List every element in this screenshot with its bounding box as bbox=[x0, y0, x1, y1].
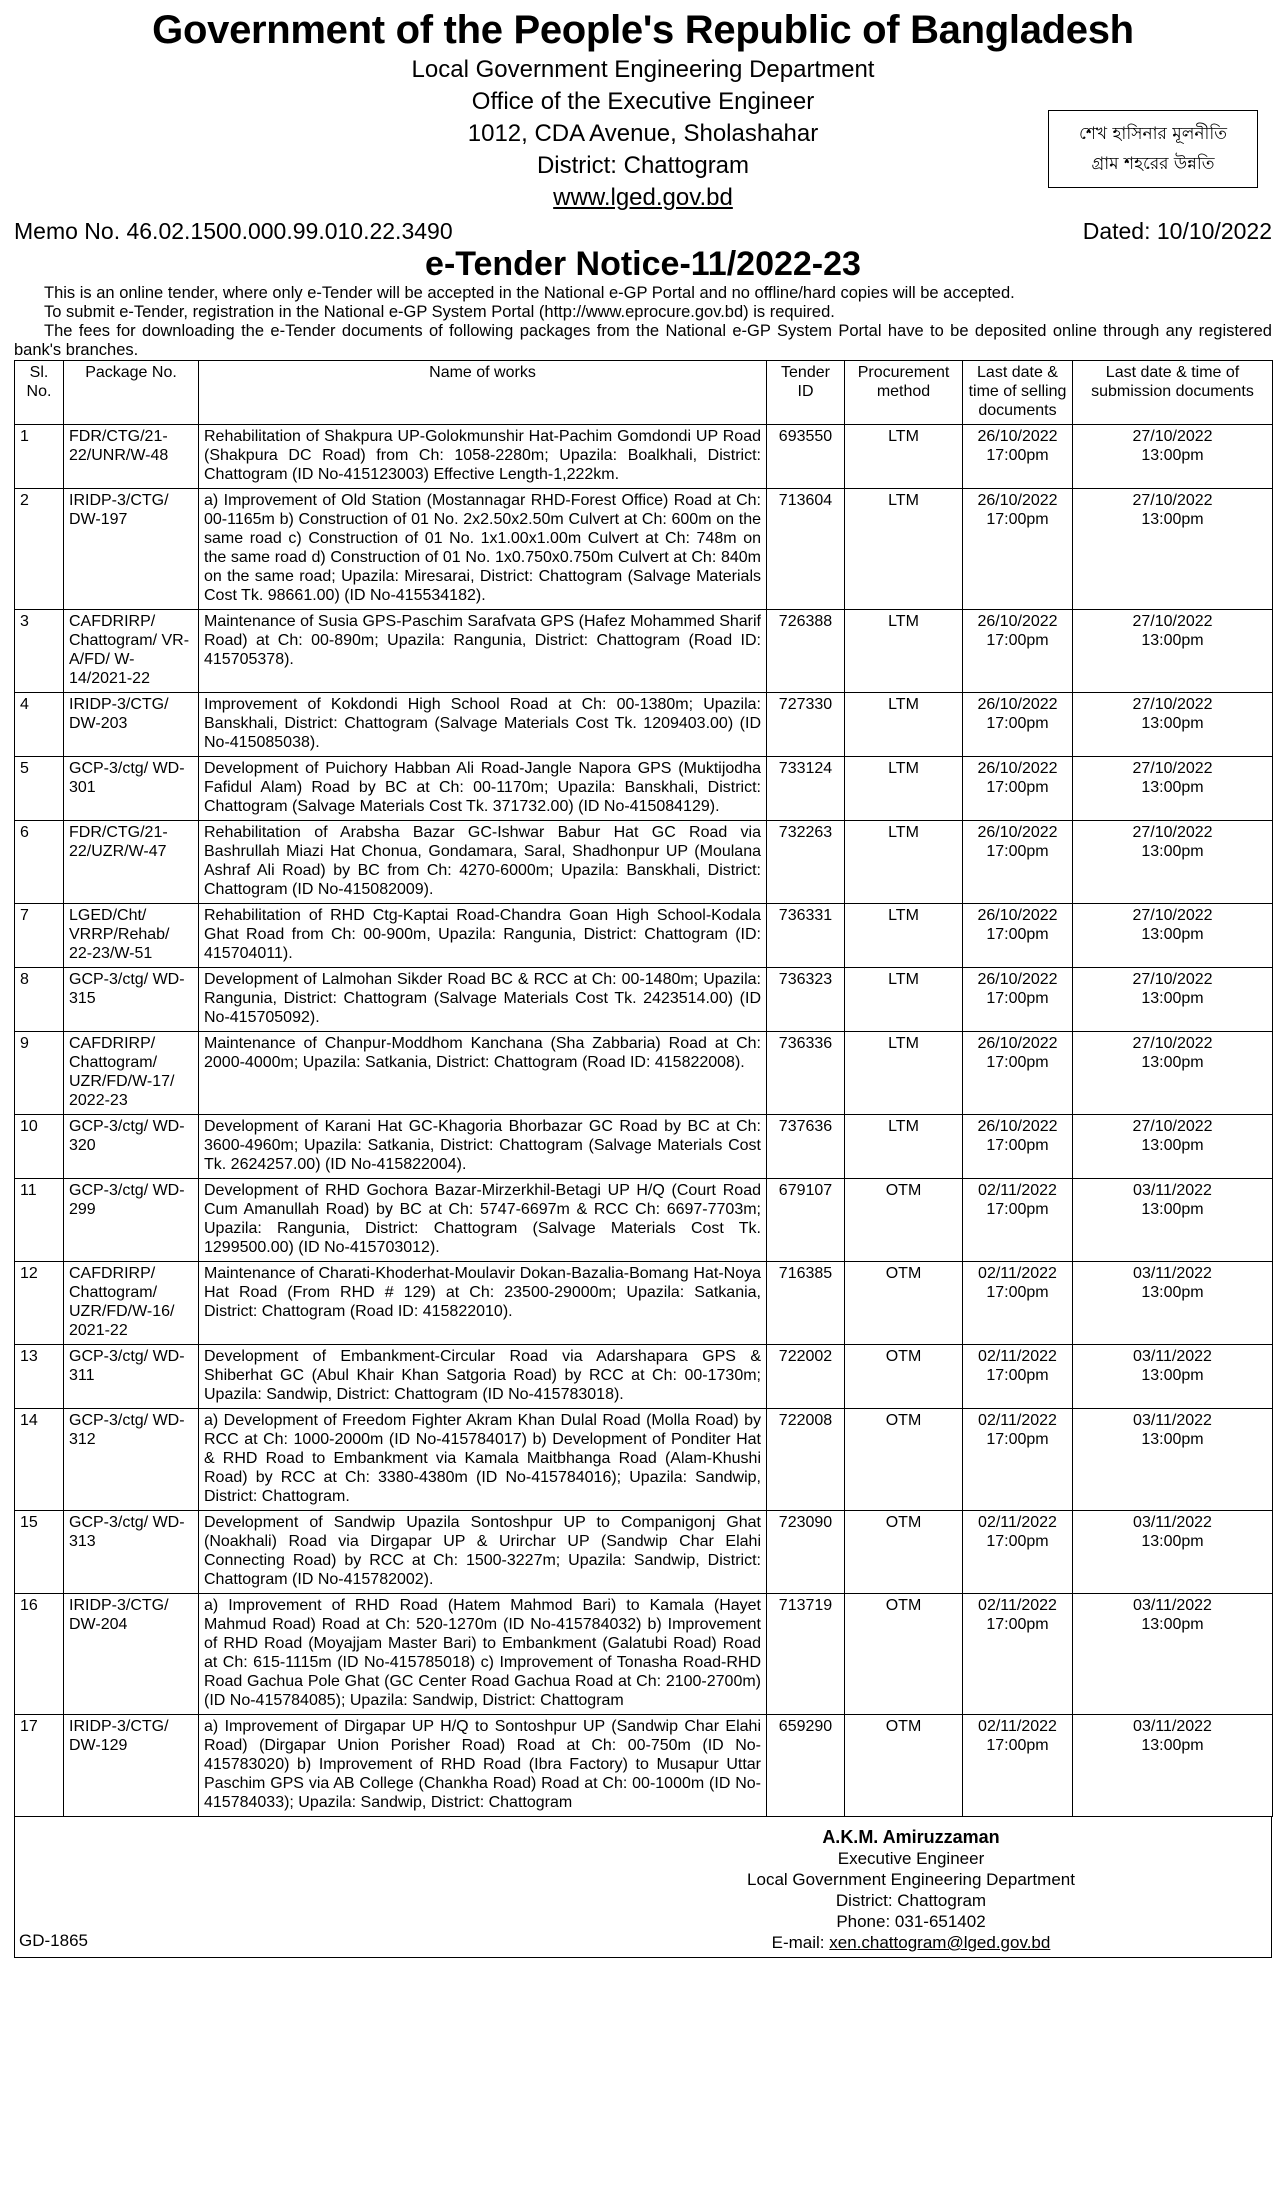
name-of-works: Maintenance of Susia GPS-Paschim Sarafvata GPS (Hafez Mohammed Sharif Road) at Ch: 00-890m; Upazila: Rangunia, District: Chattogram (Road ID: 415705378). bbox=[199, 610, 767, 693]
selling-deadline-date: 02/11/2022 bbox=[978, 1718, 1057, 1735]
package-number: GCP-3/ctg/ WD-320 bbox=[64, 1115, 199, 1179]
submission-deadline bbox=[1073, 968, 1273, 1032]
selling-deadline-date: 26/10/2022 bbox=[977, 760, 1058, 777]
procurement-method: LTM bbox=[845, 1032, 963, 1115]
sl-number: 14 bbox=[15, 1409, 64, 1511]
procurement-method: LTM bbox=[845, 904, 963, 968]
table-row bbox=[15, 610, 1273, 693]
office-district: District: Chattogram bbox=[536, 152, 750, 179]
selling-deadline-date: 26/10/2022 bbox=[977, 971, 1058, 988]
tender-id: 716385 bbox=[767, 1262, 845, 1345]
procurement-method: OTM bbox=[845, 1409, 963, 1511]
selling-deadline-date: 26/10/2022 bbox=[977, 1118, 1058, 1135]
table-row bbox=[15, 904, 1273, 968]
submission-deadline-date: 27/10/2022 bbox=[1132, 613, 1213, 630]
sl-number: 6 bbox=[15, 821, 64, 904]
signature-block bbox=[701, 1827, 1121, 1953]
selling-deadline-time: 17:00pm bbox=[986, 511, 1049, 528]
package-number: IRIDP-3/CTG/ DW-203 bbox=[64, 693, 199, 757]
signatory-email-line bbox=[701, 1932, 1121, 1953]
submission-deadline-time: 13:00pm bbox=[1141, 1201, 1204, 1218]
procurement-method: LTM bbox=[845, 610, 963, 693]
table-row bbox=[15, 757, 1273, 821]
name-of-works: Development of Lalmohan Sikder Road BC & RCC at Ch: 00-1480m; Upazila: Rangunia, District: Chattogram (Salvage Materials Cost Tk. 2423514.00) (ID No-415705092). bbox=[199, 968, 767, 1032]
name-of-works: Development of Sandwip Upazila Sontoshpur UP to Companigonj Ghat (Noakhali) Road via Dirgapar UP & Urirchar UP (Sandwip Char Elahi Connecting Road) by RCC at Ch: 1500-3227m; Upazila: Sandwip, District: Chattogram (ID No-415782002). bbox=[199, 1511, 767, 1594]
tender-table bbox=[14, 360, 1273, 1817]
submission-deadline-date: 27/10/2022 bbox=[1132, 696, 1213, 713]
selling-deadline-time: 17:00pm bbox=[986, 1737, 1049, 1754]
submission-deadline bbox=[1073, 1594, 1273, 1715]
package-number: GCP-3/ctg/ WD-315 bbox=[64, 968, 199, 1032]
selling-deadline-time: 17:00pm bbox=[986, 632, 1049, 649]
submission-deadline bbox=[1073, 693, 1273, 757]
submission-deadline-date: 27/10/2022 bbox=[1132, 971, 1213, 988]
selling-deadline-time: 17:00pm bbox=[986, 1533, 1049, 1550]
selling-deadline bbox=[963, 1409, 1073, 1511]
selling-deadline-date: 26/10/2022 bbox=[977, 907, 1058, 924]
package-number: CAFDRIRP/ Chattogram/ UZR/FD/W-16/ 2021-22 bbox=[64, 1262, 199, 1345]
selling-deadline-time: 17:00pm bbox=[986, 1431, 1049, 1448]
selling-deadline-time: 17:00pm bbox=[986, 715, 1049, 732]
signatory-district: District: Chattogram bbox=[835, 1891, 987, 1910]
selling-deadline bbox=[963, 1511, 1073, 1594]
sl-number: 7 bbox=[15, 904, 64, 968]
submission-deadline bbox=[1073, 1115, 1273, 1179]
table-row bbox=[15, 693, 1273, 757]
table-row bbox=[15, 1032, 1273, 1115]
office-name: Office of the Executive Engineer bbox=[471, 88, 815, 115]
submission-deadline bbox=[1073, 1262, 1273, 1345]
sl-number: 8 bbox=[15, 968, 64, 1032]
procurement-method: LTM bbox=[845, 757, 963, 821]
selling-deadline-time: 17:00pm bbox=[986, 1137, 1049, 1154]
submission-deadline-time: 13:00pm bbox=[1141, 990, 1204, 1007]
submission-deadline bbox=[1073, 1032, 1273, 1115]
letterhead bbox=[14, 6, 1272, 214]
signatory-phone: Phone: 031-651402 bbox=[836, 1912, 986, 1931]
selling-deadline bbox=[963, 1115, 1073, 1179]
submission-deadline-date: 27/10/2022 bbox=[1132, 907, 1213, 924]
tender-id: 713719 bbox=[767, 1594, 845, 1715]
table-row bbox=[15, 1594, 1273, 1715]
sl-number: 11 bbox=[15, 1179, 64, 1262]
tender-id: 732263 bbox=[767, 821, 845, 904]
submission-deadline-date: 03/11/2022 bbox=[1133, 1514, 1212, 1531]
submission-deadline-time: 13:00pm bbox=[1141, 1533, 1204, 1550]
sl-number: 2 bbox=[15, 489, 64, 610]
sl-number: 9 bbox=[15, 1032, 64, 1115]
website-link[interactable]: www.lged.gov.bd bbox=[553, 184, 733, 211]
package-number: CAFDRIRP/ Chattogram/ VR-A/FD/ W-14/2021-22 bbox=[64, 610, 199, 693]
tender-id: 713604 bbox=[767, 489, 845, 610]
selling-deadline bbox=[963, 693, 1073, 757]
selling-deadline bbox=[963, 1345, 1073, 1409]
table-row bbox=[15, 1262, 1273, 1345]
submission-deadline-time: 13:00pm bbox=[1141, 1284, 1204, 1301]
name-of-works: Maintenance of Chanpur-Moddhom Kanchana (Sha Zabbaria) Road at Ch: 2000-4000m; Upazila: Satkania, District: Chattogram (Road ID: 415822008). bbox=[199, 1032, 767, 1115]
name-of-works: Development of Embankment-Circular Road via Adarshapara GPS & Shiberhat GC (Abul Khair Khan Satgoria Road) by RCC at Ch: 00-1730m; Upazila: Sandwip, District: Chattogram (ID No-415783018). bbox=[199, 1345, 767, 1409]
tender-id: 722002 bbox=[767, 1345, 845, 1409]
sl-number: 13 bbox=[15, 1345, 64, 1409]
table-row bbox=[15, 821, 1273, 904]
table-row bbox=[15, 425, 1273, 489]
name-of-works: a) Improvement of Dirgapar UP H/Q to Sontoshpur UP (Sandwip Char Elahi Road) (Dirgapar Union Porisher Road) Road at Ch: 00-750m (ID No-415783020) b) Improvement of RHD Road (Ibra Factory) to Musapur Uttar Paschim GPS via AB College (Chankha Road) Road at Ch: 00-1000m (ID No-415784033); Upazila: Sandwip, District: Chattogram bbox=[199, 1715, 767, 1817]
intro-paragraph-3: The fees for downloading the e-Tender documents of following packages from the National e-GP System Portal have to be deposited online through any registered bank's branches. bbox=[14, 322, 1272, 359]
sl-number: 15 bbox=[15, 1511, 64, 1594]
submission-deadline-time: 13:00pm bbox=[1141, 1737, 1204, 1754]
submission-deadline-date: 27/10/2022 bbox=[1132, 428, 1213, 445]
sl-number: 12 bbox=[15, 1262, 64, 1345]
selling-deadline bbox=[963, 425, 1073, 489]
selling-deadline-time: 17:00pm bbox=[986, 990, 1049, 1007]
procurement-method: LTM bbox=[845, 425, 963, 489]
table-row bbox=[15, 489, 1273, 610]
package-number: GCP-3/ctg/ WD-312 bbox=[64, 1409, 199, 1511]
slogan-box bbox=[1048, 110, 1258, 188]
sl-number: 1 bbox=[15, 425, 64, 489]
gd-number: GD-1865 bbox=[19, 1931, 88, 1950]
submission-deadline-date: 03/11/2022 bbox=[1133, 1348, 1212, 1365]
submission-deadline-date: 03/11/2022 bbox=[1133, 1718, 1212, 1735]
submission-deadline-time: 13:00pm bbox=[1141, 447, 1204, 464]
sl-number: 10 bbox=[15, 1115, 64, 1179]
name-of-works: Rehabilitation of Shakpura UP-Golokmunshir Hat-Pachim Gomdondi UP Road (Shakpura DC Road) from Ch: 1058-2280m; Upazila: Boalkhali, District: Chattogram (ID No-415123003) Effective Length-1,222km. bbox=[199, 425, 767, 489]
selling-deadline bbox=[963, 904, 1073, 968]
submission-deadline-time: 13:00pm bbox=[1141, 1616, 1204, 1633]
submission-deadline-date: 03/11/2022 bbox=[1133, 1597, 1212, 1614]
selling-deadline-date: 02/11/2022 bbox=[978, 1514, 1057, 1531]
tender-id: 693550 bbox=[767, 425, 845, 489]
intro-paragraph-1: This is an online tender, where only e-Tender will be accepted in the National e-GP Portal and no offline/hard copies will be accepted. bbox=[44, 284, 1015, 302]
table-row bbox=[15, 1715, 1273, 1817]
selling-deadline-time: 17:00pm bbox=[986, 447, 1049, 464]
column-header: Name of works bbox=[199, 361, 767, 425]
slogan-line-1: শেখ হাসিনার মূলনীতি bbox=[1078, 124, 1228, 144]
column-header: Sl. No. bbox=[15, 361, 64, 425]
selling-deadline-time: 17:00pm bbox=[986, 1616, 1049, 1633]
name-of-works: a) Development of Freedom Fighter Akram Khan Dulal Road (Molla Road) by RCC at Ch: 1000-2000m (ID No-415784017) b) Development of Ponditer Hat & RHD Road to Embankment via Kamala Maitbhanga Road (Alam-Khushi Road) by RCC at Ch: 3380-4380m (ID No-415784016); Upazila: Sandwip, District: Chattogram. bbox=[199, 1409, 767, 1511]
procurement-method: OTM bbox=[845, 1179, 963, 1262]
selling-deadline bbox=[963, 821, 1073, 904]
package-number: IRIDP-3/CTG/ DW-197 bbox=[64, 489, 199, 610]
selling-deadline-time: 17:00pm bbox=[986, 1367, 1049, 1384]
tender-id: 679107 bbox=[767, 1179, 845, 1262]
submission-deadline-time: 13:00pm bbox=[1141, 1367, 1204, 1384]
selling-deadline bbox=[963, 610, 1073, 693]
submission-deadline bbox=[1073, 425, 1273, 489]
sl-number: 3 bbox=[15, 610, 64, 693]
submission-deadline-time: 13:00pm bbox=[1141, 715, 1204, 732]
selling-deadline bbox=[963, 757, 1073, 821]
submission-deadline-time: 13:00pm bbox=[1141, 779, 1204, 796]
submission-deadline bbox=[1073, 1409, 1273, 1511]
selling-deadline bbox=[963, 1262, 1073, 1345]
selling-deadline bbox=[963, 1179, 1073, 1262]
package-number: FDR/CTG/21-22/UZR/W-47 bbox=[64, 821, 199, 904]
memo-date: Dated: 10/10/2022 bbox=[1082, 218, 1272, 244]
procurement-method: OTM bbox=[845, 1715, 963, 1817]
selling-deadline bbox=[963, 1032, 1073, 1115]
package-number: LGED/Cht/ VRRP/Rehab/ 22-23/W-51 bbox=[64, 904, 199, 968]
selling-deadline-time: 17:00pm bbox=[986, 779, 1049, 796]
signatory-department: Local Government Engineering Department bbox=[747, 1870, 1075, 1889]
submission-deadline-time: 13:00pm bbox=[1141, 1054, 1204, 1071]
table-row bbox=[15, 968, 1273, 1032]
table-row bbox=[15, 1115, 1273, 1179]
selling-deadline-date: 26/10/2022 bbox=[977, 1035, 1058, 1052]
submission-deadline bbox=[1073, 904, 1273, 968]
tender-id: 736336 bbox=[767, 1032, 845, 1115]
submission-deadline bbox=[1073, 1345, 1273, 1409]
memo-row bbox=[14, 216, 1272, 246]
name-of-works: Rehabilitation of Arabsha Bazar GC-Ishwar Babur Hat GC Road via Bashrullah Miazi Hat Chonua, Gondamara, Saral, Shadhonpur UP (Moulana Ashraf Ali Road) by BC from Ch: 4270-6000m; Upazila: Banskhali, District: Chattogram (ID No-415082009). bbox=[199, 821, 767, 904]
tender-id: 659290 bbox=[767, 1715, 845, 1817]
package-number: CAFDRIRP/ Chattogram/ UZR/FD/W-17/ 2022-23 bbox=[64, 1032, 199, 1115]
procurement-method: OTM bbox=[845, 1594, 963, 1715]
submission-deadline-date: 03/11/2022 bbox=[1133, 1182, 1212, 1199]
submission-deadline-date: 27/10/2022 bbox=[1132, 1118, 1213, 1135]
submission-deadline-date: 03/11/2022 bbox=[1133, 1412, 1212, 1429]
intro-paragraph-2: To submit e-Tender, registration in the National e-GP System Portal (http://www.eprocure.gov.bd) is required. bbox=[44, 303, 835, 321]
name-of-works: Improvement of Kokdondi High School Road at Ch: 00-1380m; Upazila: Banskhali, District: Chattogram (Salvage Materials Cost Tk. 1209403.00) (ID No-415085038). bbox=[199, 693, 767, 757]
selling-deadline bbox=[963, 489, 1073, 610]
procurement-method: LTM bbox=[845, 968, 963, 1032]
sl-number: 16 bbox=[15, 1594, 64, 1715]
package-number: IRIDP-3/CTG/ DW-129 bbox=[64, 1715, 199, 1817]
submission-deadline bbox=[1073, 1715, 1273, 1817]
selling-deadline bbox=[963, 1715, 1073, 1817]
selling-deadline-date: 02/11/2022 bbox=[978, 1182, 1057, 1199]
selling-deadline-date: 26/10/2022 bbox=[977, 824, 1058, 841]
signatory-title: Executive Engineer bbox=[837, 1849, 985, 1868]
submission-deadline bbox=[1073, 821, 1273, 904]
submission-deadline-time: 13:00pm bbox=[1141, 843, 1204, 860]
submission-deadline bbox=[1073, 1511, 1273, 1594]
selling-deadline-date: 26/10/2022 bbox=[977, 613, 1058, 630]
tender-id: 723090 bbox=[767, 1511, 845, 1594]
selling-deadline-date: 26/10/2022 bbox=[977, 696, 1058, 713]
sl-number: 17 bbox=[15, 1715, 64, 1817]
office-address: 1012, CDA Avenue, Sholashahar bbox=[467, 120, 819, 147]
submission-deadline-time: 13:00pm bbox=[1141, 1137, 1204, 1154]
procurement-method: LTM bbox=[845, 693, 963, 757]
selling-deadline-time: 17:00pm bbox=[986, 926, 1049, 943]
tender-id: 737636 bbox=[767, 1115, 845, 1179]
tender-id: 722008 bbox=[767, 1409, 845, 1511]
package-number: FDR/CTG/21-22/UNR/W-48 bbox=[64, 425, 199, 489]
table-header-row bbox=[15, 361, 1273, 425]
submission-deadline-date: 27/10/2022 bbox=[1132, 824, 1213, 841]
package-number: GCP-3/ctg/ WD-299 bbox=[64, 1179, 199, 1262]
notice-title: e-Tender Notice-11/2022-23 bbox=[425, 245, 861, 283]
selling-deadline-date: 02/11/2022 bbox=[978, 1348, 1057, 1365]
selling-deadline-date: 26/10/2022 bbox=[977, 428, 1058, 445]
procurement-method: OTM bbox=[845, 1345, 963, 1409]
selling-deadline-date: 02/11/2022 bbox=[978, 1265, 1057, 1282]
submission-deadline-date: 27/10/2022 bbox=[1132, 1035, 1213, 1052]
table-row bbox=[15, 1511, 1273, 1594]
submission-deadline-time: 13:00pm bbox=[1141, 1431, 1204, 1448]
name-of-works: Rehabilitation of RHD Ctg-Kaptai Road-Chandra Goan High School-Kodala Ghat Road from Ch: 00-900m, Upazila: Rangunia, District: Chattogram (ID: 415704011). bbox=[199, 904, 767, 968]
selling-deadline-time: 17:00pm bbox=[986, 843, 1049, 860]
submission-deadline-date: 27/10/2022 bbox=[1132, 492, 1213, 509]
submission-deadline-date: 03/11/2022 bbox=[1133, 1265, 1212, 1282]
package-number: GCP-3/ctg/ WD-311 bbox=[64, 1345, 199, 1409]
submission-deadline-time: 13:00pm bbox=[1141, 632, 1204, 649]
column-header: Last date & time of submission documents bbox=[1073, 361, 1273, 425]
name-of-works: Development of Puichory Habban Ali Road-Jangle Napora GPS (Muktijodha Fafidul Alam) Road by BC at Ch: 00-1170m; Upazila: Banskhali, District: Chattogram (Salvage Materials Cost Tk. 371732.00) (ID No-415084129). bbox=[199, 757, 767, 821]
selling-deadline bbox=[963, 968, 1073, 1032]
column-header: Tender ID bbox=[767, 361, 845, 425]
selling-deadline-date: 02/11/2022 bbox=[978, 1597, 1057, 1614]
procurement-method: OTM bbox=[845, 1262, 963, 1345]
table-row bbox=[15, 1345, 1273, 1409]
name-of-works: Maintenance of Charati-Khoderhat-Moulavir Dokan-Bazalia-Bomang Hat-Noya Hat Road (From RHD # 129) at Ch: 23500-29000m; Upazila: Satkania, District: Chattogram (Road ID: 415822010). bbox=[199, 1262, 767, 1345]
submission-deadline bbox=[1073, 757, 1273, 821]
name-of-works: a) Improvement of RHD Road (Hatem Mahmod Bari) to Kamala (Hayet Mahmud Road) Road at Ch: 520-1270m (ID No-415784032) b) Improvement of RHD Road (Moyajjam Master Bari) to Embankment (Galatubi Road) Road at Ch: 615-1115m (ID No-415785018) c) Improvement of Tonasha Road-RHD Road Gachua Pole Ghat (GC Center Road Gachua Road at Ch: 2100-2700m) (ID No-415784085); Upazila: Sandwip, District: Chattogram bbox=[199, 1594, 767, 1715]
submission-deadline bbox=[1073, 1179, 1273, 1262]
name-of-works: Development of RHD Gochora Bazar-Mirzerkhil-Betagi UP H/Q (Court Road Cum Amanullah Road) by BC at Ch: 5747-6697m & RCC Ch: 6697-7703m; Upazila: Rangunia, District: Chattogram (Salvage Materials Cost Tk. 1299500.00) (ID No-415703012). bbox=[199, 1179, 767, 1262]
government-title: Government of the People's Republic of Bangladesh bbox=[152, 8, 1134, 52]
procurement-method: LTM bbox=[845, 821, 963, 904]
column-header: Last date & time of selling documents bbox=[963, 361, 1073, 425]
package-number: GCP-3/ctg/ WD-301 bbox=[64, 757, 199, 821]
tender-id: 727330 bbox=[767, 693, 845, 757]
department-name: Local Government Engineering Department bbox=[411, 56, 875, 83]
submission-deadline bbox=[1073, 489, 1273, 610]
selling-deadline-time: 17:00pm bbox=[986, 1054, 1049, 1071]
sl-number: 4 bbox=[15, 693, 64, 757]
selling-deadline bbox=[963, 1594, 1073, 1715]
submission-deadline-time: 13:00pm bbox=[1141, 926, 1204, 943]
intro-text bbox=[14, 284, 1272, 360]
selling-deadline-date: 02/11/2022 bbox=[978, 1412, 1057, 1429]
package-number: GCP-3/ctg/ WD-313 bbox=[64, 1511, 199, 1594]
name-of-works: Development of Karani Hat GC-Khagoria Bhorbazar GC Road by BC at Ch: 3600-4960m; Upazila: Satkania, District: Chattogram (Salvage Materials Cost Tk. 2624257.00) (ID No-415822004). bbox=[199, 1115, 767, 1179]
slogan-line-2: গ্রাম শহরের উন্নতি bbox=[1091, 154, 1215, 174]
signature-area bbox=[14, 1817, 1272, 1958]
selling-deadline-time: 17:00pm bbox=[986, 1201, 1049, 1218]
table-row bbox=[15, 1179, 1273, 1262]
procurement-method: LTM bbox=[845, 1115, 963, 1179]
sl-number: 5 bbox=[15, 757, 64, 821]
column-header: Procurement method bbox=[845, 361, 963, 425]
package-number: IRIDP-3/CTG/ DW-204 bbox=[64, 1594, 199, 1715]
memo-number: Memo No. 46.02.1500.000.99.010.22.3490 bbox=[14, 218, 453, 244]
submission-deadline-date: 27/10/2022 bbox=[1132, 760, 1213, 777]
signatory-name: A.K.M. Amiruzzaman bbox=[822, 1827, 1000, 1847]
email-label: E-mail: bbox=[771, 1933, 830, 1952]
column-header: Package No. bbox=[64, 361, 199, 425]
selling-deadline-time: 17:00pm bbox=[986, 1284, 1049, 1301]
email-link[interactable]: xen.chattogram@lged.gov.bd bbox=[829, 1933, 1051, 1952]
tender-id: 733124 bbox=[767, 757, 845, 821]
tender-id: 726388 bbox=[767, 610, 845, 693]
submission-deadline-time: 13:00pm bbox=[1141, 511, 1204, 528]
submission-deadline bbox=[1073, 610, 1273, 693]
selling-deadline-date: 26/10/2022 bbox=[977, 492, 1058, 509]
procurement-method: OTM bbox=[845, 1511, 963, 1594]
tender-id: 736331 bbox=[767, 904, 845, 968]
table-row bbox=[15, 1409, 1273, 1511]
name-of-works: a) Improvement of Old Station (Mostannagar RHD-Forest Office) Road at Ch: 00-1165m b) Construction of 01 No. 2x2.50x2.50m Culvert at Ch: 600m on the same road c) Construction of 01 No. 1x1.00x1.00m Culvert at Ch: 748m on the same road d) Construction of 01 No. 1x0.750x0.750m Culvert at Ch: 840m on the same road; Upazila: Miresarai, District: Chattogram (Salvage Materials Cost Tk. 98661.00) (ID No-415534182). bbox=[199, 489, 767, 610]
procurement-method: LTM bbox=[845, 489, 963, 610]
tender-id: 736323 bbox=[767, 968, 845, 1032]
